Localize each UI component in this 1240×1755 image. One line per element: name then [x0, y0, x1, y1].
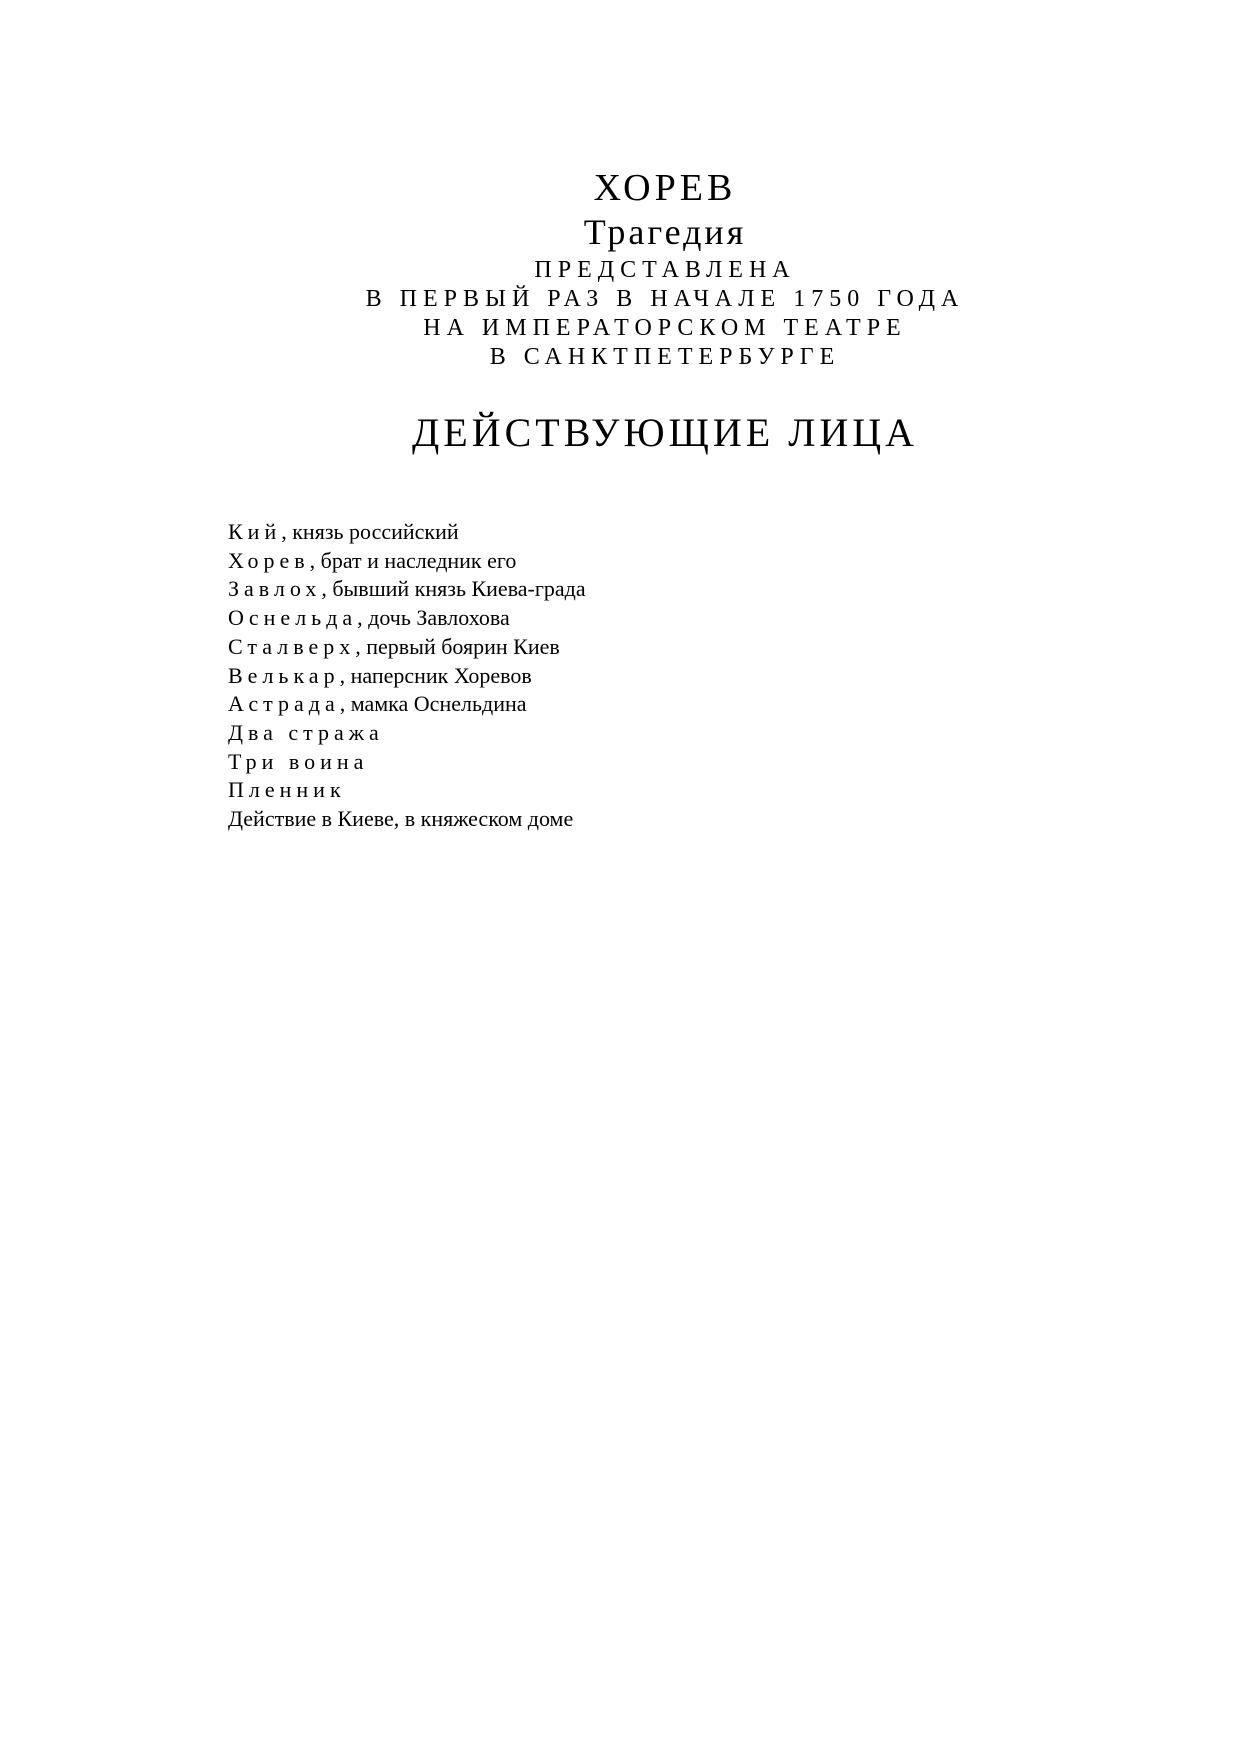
- character-name: Пленник: [228, 777, 346, 803]
- title-block: [0, 166, 1240, 456]
- premiere-line: В САНКТПЕТЕРБУРГЕ: [489, 344, 841, 370]
- character-name: Оснельда: [228, 605, 358, 631]
- cast-item: [228, 748, 1128, 777]
- cast-item: [228, 575, 1128, 604]
- premiere-line: В ПЕРВЫЙ РАЗ В НАЧАЛЕ 1750 ГОДА: [365, 286, 965, 312]
- character-description: , дочь Завлохова: [357, 605, 510, 631]
- premiere-line: ПРЕДСТАВЛЕНА: [534, 257, 796, 283]
- cast-heading: ДЕЙСТВУЮЩИЕ ЛИЦА: [411, 410, 919, 455]
- cast-list: [228, 518, 1128, 834]
- character-description: , бывший князь Киева-града: [321, 576, 586, 602]
- cast-item: [228, 776, 1128, 805]
- character-description: , наперсник Хоревов: [339, 662, 532, 688]
- character-name: Два стража: [228, 719, 384, 745]
- cast-item: [228, 633, 1128, 662]
- character-description: , мамка Оснельдина: [339, 691, 527, 717]
- cast-item: [228, 547, 1128, 576]
- premiere-line: НА ИМПЕРАТОРСКОМ ТЕАТРЕ: [423, 315, 907, 341]
- setting-note: Действие в Киеве, в княжеском доме: [228, 806, 574, 832]
- character-name: Сталверх: [228, 633, 356, 659]
- character-name: Три воина: [228, 748, 369, 774]
- premiere-note: [0, 256, 1240, 372]
- cast-item: [228, 518, 1128, 547]
- cast-item: [228, 719, 1128, 748]
- cast-item: [228, 690, 1128, 719]
- character-name: Кий: [228, 519, 282, 544]
- character-description: , первый боярин Киев: [355, 633, 560, 659]
- character-name: Завлох: [228, 576, 322, 602]
- cast-item: [228, 662, 1128, 691]
- cast-item: [228, 604, 1128, 633]
- character-name: Хорев: [228, 547, 310, 573]
- character-name: Велькар: [228, 662, 340, 688]
- play-genre: Трагедия: [583, 212, 747, 252]
- character-name: Астрада: [228, 691, 340, 717]
- play-title: ХОРЕВ: [593, 167, 737, 209]
- character-description: , князь российский: [281, 519, 459, 544]
- character-description: , брат и наследник его: [309, 547, 517, 573]
